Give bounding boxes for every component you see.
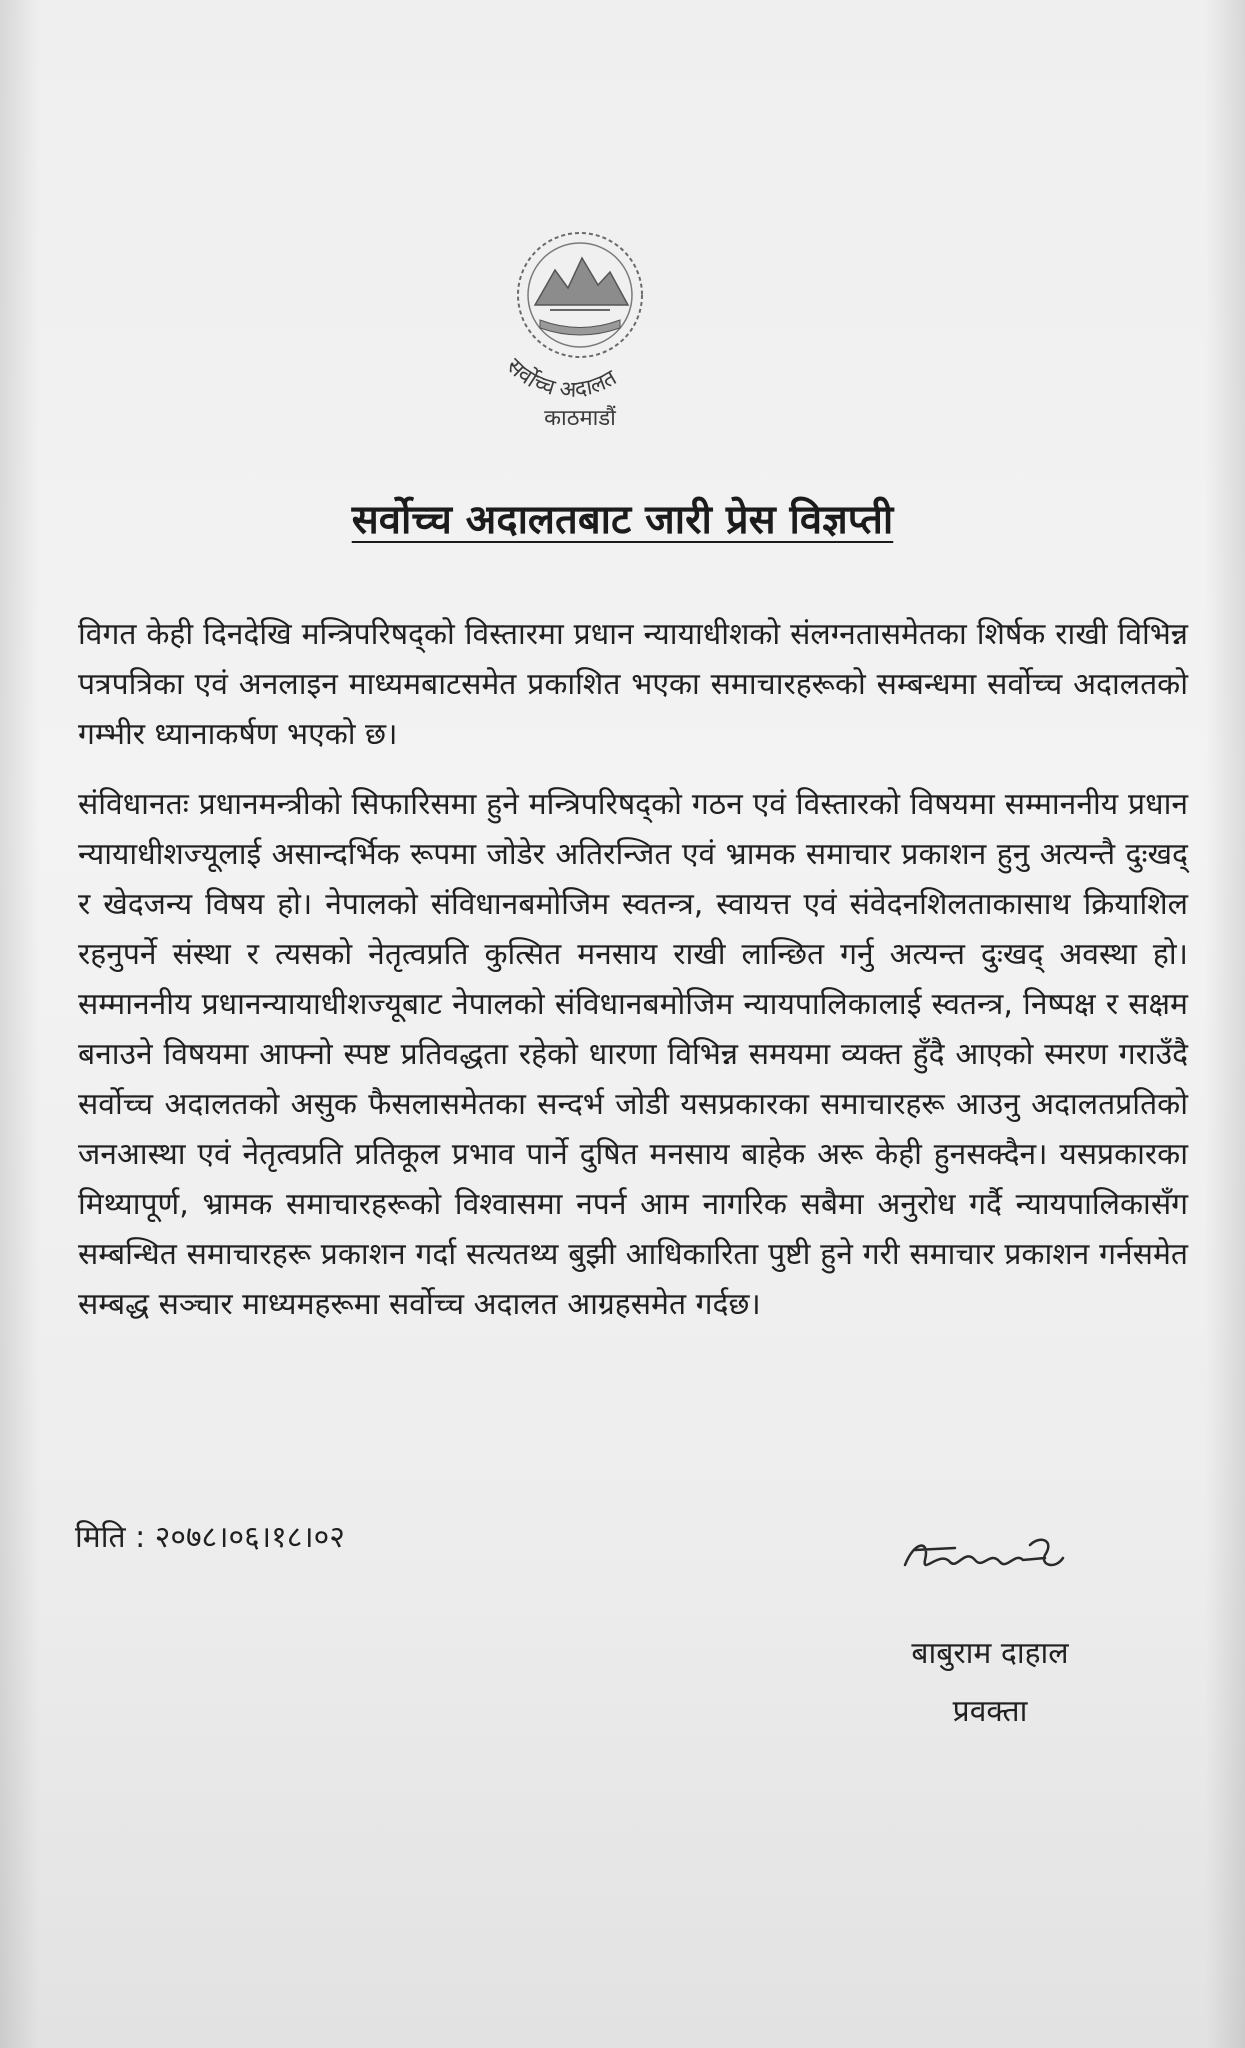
handwritten-signature: [895, 1520, 1075, 1590]
signatory-title: प्रवक्ता: [952, 1694, 1028, 1729]
body-paragraph-1: विगत केही दिनदेखि मन्त्रिपरिषद्को विस्तारमा प्रधान न्यायाधीशको संलग्नतासमेतका शिर्षक राखी विभिन्न पत्रपत्रिका एवं अनलाइन माध्यमबाटसमेत प्रकाशित भएका समाचारहरूको सम्बन्धमा सर्वोच्च अदालतको गम्भीर ध्यानाकर्षण भएको छ।: [78, 617, 1188, 752]
emblem-court-name: सर्वोच्च अदालत: [501, 353, 622, 403]
document-date: मिति : २०७८।०६।१८।०२: [75, 1520, 345, 1555]
signatory-block: [880, 1625, 1100, 1741]
emblem-place-name: काठमाडौं: [544, 406, 616, 431]
document-body: [78, 610, 1188, 1350]
page-shadow-right: [1205, 0, 1245, 2048]
body-paragraph-2: संविधानतः प्रधानमन्त्रीको सिफारिसमा हुने मन्त्रिपरिषद्को गठन एवं विस्तारको विषयमा सम्माननीय प्रधान न्यायाधीशज्यूलाई असान्दर्भिक रूपमा जोडेर अतिरन्जित एवं भ्रामक समाचार प्रकाशन हुनु अत्यन्तै दुःखद् र खेदजन्य विषय हो। नेपालको संविधानबमोजिम स्वतन्त्र, स्वायत्त एवं संवेदनशिलताकासाथ क्रियाशिल रहनुपर्ने संस्था र त्यसको नेतृत्वप्रति कुत्सित मनसाय राखी लान्छित गर्नु अत्यन्त दुःखद् अवस्था हो। सम्माननीय प्रधानन्यायाधीशज्यूबाट नेपालको संविधानबमोजिम न्यायपालिकालाई स्वतन्त्र, निष्पक्ष र सक्षम बनाउने विषयमा आफ्नो स्पष्ट प्रतिवद्धता रहेको धारणा विभिन्न समयमा व्यक्त हुँदै आएको स्मरण गराउँदै सर्वोच्च अदालतको असुक फैसलासमेतका सन्दर्भ जोडी यसप्रकारका समाचारहरू आउनु अदालतप्रतिको जनआस्था एवं नेतृत्वप्रति प्रतिकूल प्रभाव पार्ने दुषित मनसाय बाहेक अरू केही हुनसक्दैन। यसप्रकारका मिथ्यापूर्ण, भ्रामक समाचारहरूको विश्वासमा नपर्न आम नागरिक सबैमा अनुरोध गर्दै न्यायपालिकासँग सम्बन्धित समाचारहरू प्रकाशन गर्दा सत्यतथ्य बुझी आधिकारिता पुष्टी हुने गरी समाचार प्रकाशन गर्नसमेत सम्बद्ध सञ्चार माध्यमहरूमा सर्वोच्च अदालत आग्रहसमेत गर्दछ।: [78, 787, 1188, 1322]
document-title-text: सर्वोच्च अदालतबाट जारी प्रेस विज्ञप्ती: [351, 497, 894, 543]
page-shadow-left: [0, 0, 40, 2048]
document-title: [0, 490, 1245, 545]
signatory-name: बाबुराम दाहाल: [911, 1636, 1069, 1671]
court-emblem-seal: [480, 210, 680, 460]
